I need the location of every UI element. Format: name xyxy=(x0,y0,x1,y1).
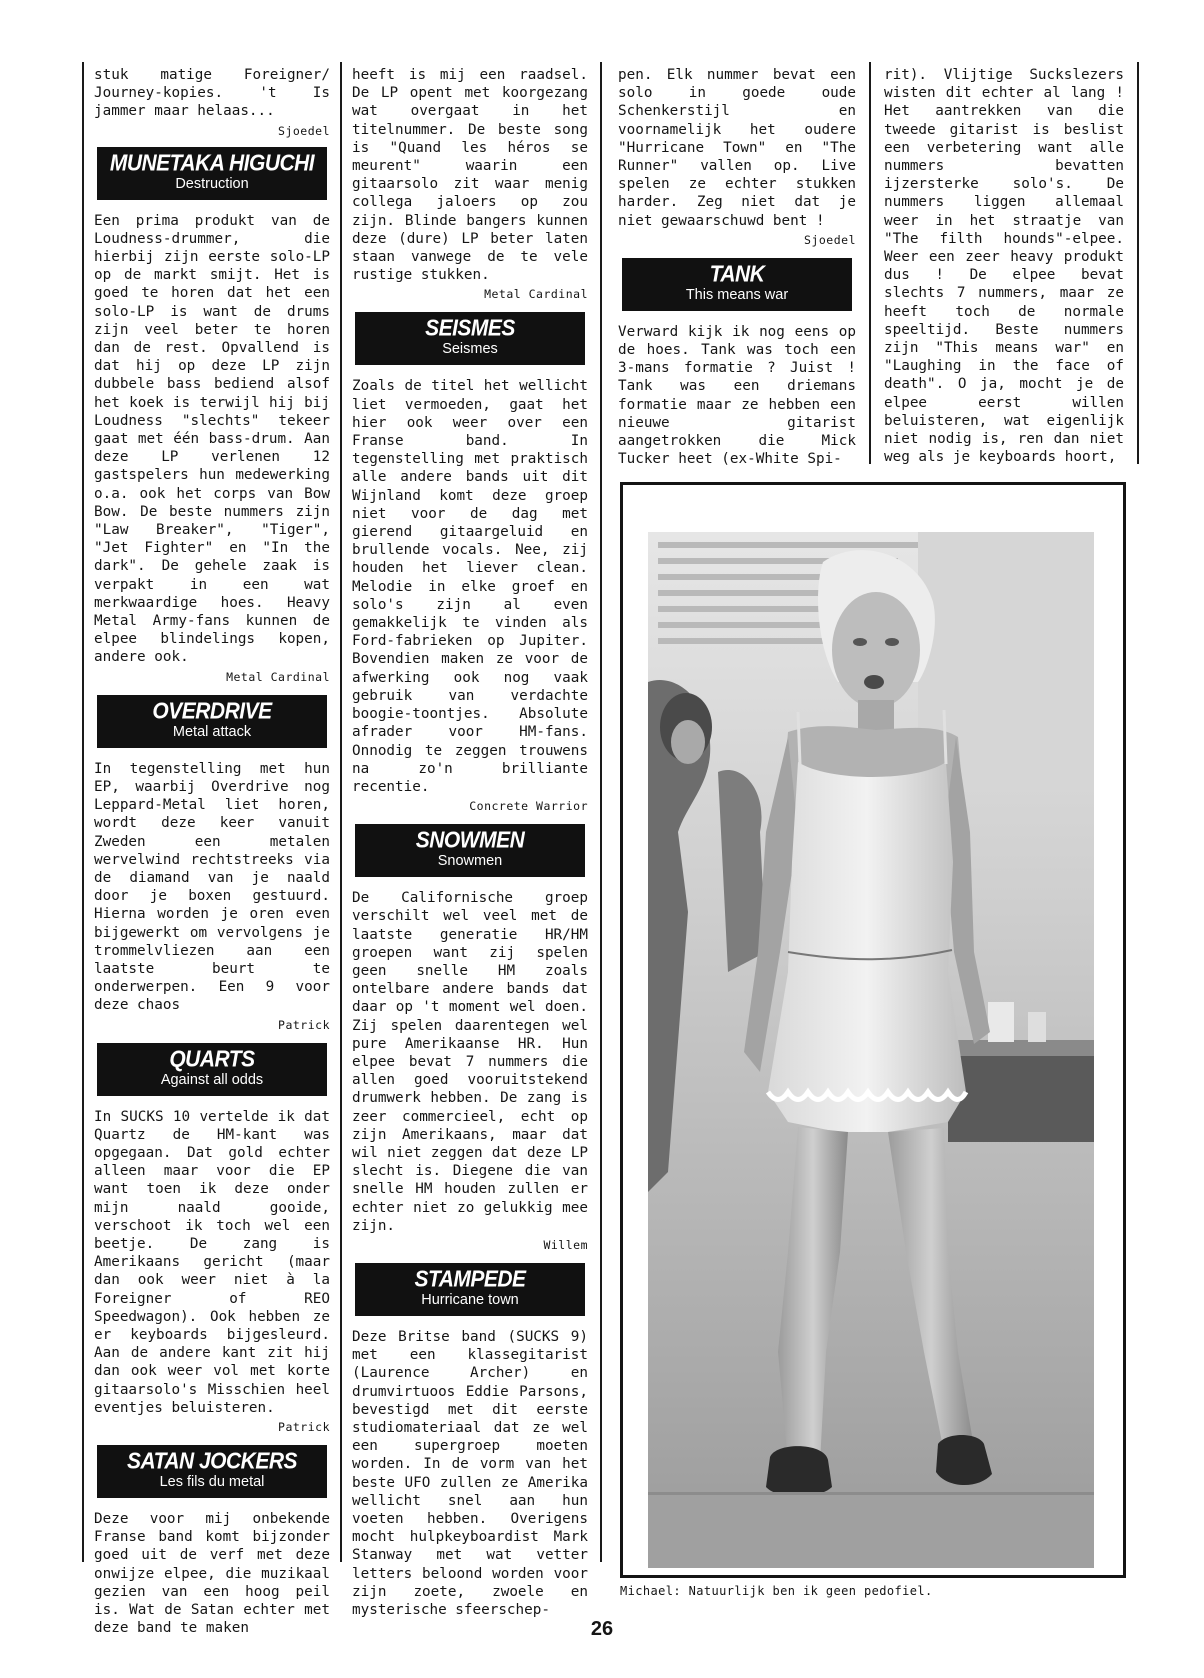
review-text-stampede: Deze Britse band (SUCKS 9) met een klassegitarist (Laurence Archer) en drumvirtuoos Eddie Parsons, bevestigd met dit eerste studiomateriaal dat ze wel een supergroep moeten worden. In de vorm van het beste UFO zullen ze Amerika wellicht snel aan hun voeten hebben. Overigens mocht hulpkeyboardist Mark Stanway met wat vetter letters beloond worden voor zijn zoete, zwoele en mysterische sfeerschep- xyxy=(352,1328,588,1619)
review-byline-overdrive: Patrick xyxy=(278,1017,330,1032)
review-header-munetaka-higuchi xyxy=(97,147,327,200)
review-header-stampede xyxy=(355,1263,585,1316)
review-header-satan-jockers xyxy=(97,1445,327,1498)
band-name: STAMPEDE xyxy=(414,1266,526,1293)
column-1 xyxy=(94,66,330,1637)
review-header-seismes xyxy=(355,312,585,365)
review-byline-snowmen: Willem xyxy=(543,1237,588,1252)
review-header-tank xyxy=(622,258,852,311)
table xyxy=(948,1052,1094,1142)
band-name: TANK xyxy=(709,261,765,287)
album-title: Against all odds xyxy=(160,1071,264,1088)
album-title: Snowmen xyxy=(437,853,503,870)
album-title: Seismes xyxy=(442,341,498,358)
column-2 xyxy=(352,66,588,1619)
col3-lead-byline: Sjoedel xyxy=(804,232,856,247)
band-name: OVERDRIVE xyxy=(152,698,272,724)
review-text-seismes: Zoals de titel het wellicht liet vermoeden, gaat het hier ook weer over een Franse band. In tegenstelling met praktisch alle andere bands uit dit Wijnland komt deze groep niet voor de dag met gierend gitaargeluid en brullende vocals. Nee, zij houden het liever clean. Melodie in elke groef en solo's zijn al even gemakkelijk te vinden als Ford-fabrieken op Jupiter. Bovendien maken ze voor de afwerking ook nog vaak gebruik van verdachte boogie-toontjes. Absolute afrader voor HM-fans. Onnodig te zeggen trouwens na zo'n brilliante recentie. xyxy=(352,378,588,795)
col1-lead-byline: Sjoedel xyxy=(278,123,330,138)
column-rule-4 xyxy=(869,62,871,464)
review-text-satan-jockers: Deze voor mij onbekende Franse band komt bijzonder goed uit de verf met deze onwijze elpee, die muzikaal gezien van een hoog peil is. Wat de Satan echter met deze band te maken xyxy=(94,1510,330,1637)
left-shoe xyxy=(766,1446,832,1497)
col2-lead-text: heeft is mij een raadsel. De LP opent met koorgezang wat overgaat in het titelnummer. De beste song is "Quand les héros se meurent" waarin een gitaarsolo zit waar menig collega jaloers op zou zijn. Blinde bangers kunnen deze (dure) LP beter laten staan vanwege de te vele rustige stukken. xyxy=(352,67,588,284)
column-rule-1 xyxy=(82,62,84,1562)
col1-lead-text: stuk matige Foreigner/ Journey-kopies. 't Is jammer maar helaas... xyxy=(94,67,330,120)
floor xyxy=(648,1492,1094,1568)
page-number: 26 xyxy=(590,1618,614,1640)
review-text-tank: Verward kijk ik nog eens op de hoes. Tank was toch een 3-mans formatie ? Juist ! Tank was een driemans formatie maar ze hebben een nieuwe gitarist aangetrokken die Mick Tucker heet (ex-White Spi- xyxy=(618,323,856,468)
band-name: SATAN JOCKERS xyxy=(126,1448,298,1475)
slip-dress xyxy=(768,762,966,1132)
column-rule-2 xyxy=(340,62,342,1562)
review-text-overdrive: In tegenstelling met hun EP, waarbij Overdrive nog Leppard-Metal liet horen, wordt deze keer vanuit Zweden een metalen wervelwind rechtstreeks via de diamand van je naald door je boxen gestuurd. Hierna worden je oren even bijgewerkt om vervolgens je trommelvliezen aan een laatste beurt te onderwerpen. Een 9 voor deze chaos xyxy=(94,760,330,1014)
band-name: MUNETAKA HIGUCHI xyxy=(109,150,315,176)
band-name: SNOWMEN xyxy=(415,827,525,854)
col4-text: rit). Vlijtige Suckslezers wisten dit echter al lang ! Het aantrekken van die tweede gitarist is beslist een verbetering want alle nummers bevatten ijzersterke solo's. De nummers liggen allemaal weer in het straatje van "The filth hounds"-elpee. Weer een zeer heavy produkt dus ! De elpee bevat slechts 7 nummers, maar ze heeft toch de normale speeltijd. Beste nummers zijn "This means war" en "Laughing in the face of death". O ja, mocht je de elpee eerst willen beluisteren, wat eigenlijk niet nodig is, ren dan niet weg als je keyboards hoort, xyxy=(884,67,1124,466)
review-byline-munetaka-higuchi: Metal Cardinal xyxy=(226,669,330,684)
album-title: Metal attack xyxy=(172,723,252,740)
review-header-quarts xyxy=(97,1043,327,1096)
col3-lead-text: pen. Elk nummer bevat een solo in goede oude Schenkerstijl en voornamelijk het oudere "Hurricane Town" en "The Runner" vallen op. Live spelen ze echter stukken harder. Zeg niet dat je niet gewaarschuwd bent ! xyxy=(618,67,856,229)
review-header-snowmen xyxy=(355,824,585,877)
album-title: Les fils du metal xyxy=(159,1473,265,1490)
band-name: QUARTS xyxy=(169,1046,255,1072)
column-rule-5 xyxy=(1137,62,1139,464)
review-text-munetaka-higuchi: Een prima produkt van de Loudness-drummer, die hierbij zijn eerste solo-LP op de markt smijt. Het is goed te horen dat het een solo-LP is want de drums zijn veel beter te horen dan de rest. Opvallend is dat hij op deze LP zijn dubbele bass bediend alsof het koek is terwijl hij bij Loudness "slechts" tekeer gaat met één bass-drum. Aan deze LP verlenen 12 gastspelers hun medewerking o.a. ook het corps van Bow Bow. De beste nummers zijn "Law Breaker", "Tiger", "Jet Fighter" en "In the dark". De gehele zaak is verpakt in een wat merkwaardige hoes. Heavy Metal Army-fans kunnen de elpee blindelings kopen, andere ook. xyxy=(94,212,330,666)
face xyxy=(832,592,920,708)
review-byline-quarts: Patrick xyxy=(278,1419,330,1434)
review-text-snowmen: De Californische groep verschilt wel veel met de laatste generatie HR/HM groepen want zij spelen geen snelle HM zoals ontelbare andere bands dat daar op 't moment wel doen. Zij spelen daarentegen wel pure Amerikaanse HR. Hun elpee bevat 7 nummers die allen goed vooruitstekend drumwerk hebben. De zang is zeer commercieel, echt op zijn Amerikaans, maar dat wil niet zeggen dat deze LP slecht is. Diegene die van snelle HM houden zullen er echter niet zo gelukkig mee zijn. xyxy=(352,890,588,1234)
column-rule-3 xyxy=(600,62,602,1562)
review-text-quarts: In SUCKS 10 vertelde ik dat Quartz de HM-kant was opgegaan. Dat gold echter alleen maar voor die EP want toen ik deze onder mijn naald gooide, verschoot ik toch wel een beetje. De zang is Amerikaans gericht (maar dan ook weer niet à la Foreigner of REO Speedwagon). Ook hebben ze er keyboards bijgesleurd. Aan de andere kant zit hij dan ook weer vol met korte gitaarsolo's Misschien heel eventjes beluisteren. xyxy=(94,1108,330,1416)
photo-image xyxy=(648,532,1094,1568)
band-name: SEISMES xyxy=(425,316,515,342)
column-4 xyxy=(884,66,1124,466)
column-3 xyxy=(618,66,856,468)
col2-lead-byline: Metal Cardinal xyxy=(484,287,588,302)
album-title: Destruction xyxy=(175,175,249,192)
album-title: Hurricane town xyxy=(421,1291,519,1308)
review-byline-seismes: Concrete Warrior xyxy=(469,799,588,814)
review-header-overdrive xyxy=(97,695,327,748)
album-title: This means war xyxy=(685,286,789,303)
photo-caption: Michael: Natuurlijk ben ik geen pedofiel. xyxy=(620,1584,933,1598)
